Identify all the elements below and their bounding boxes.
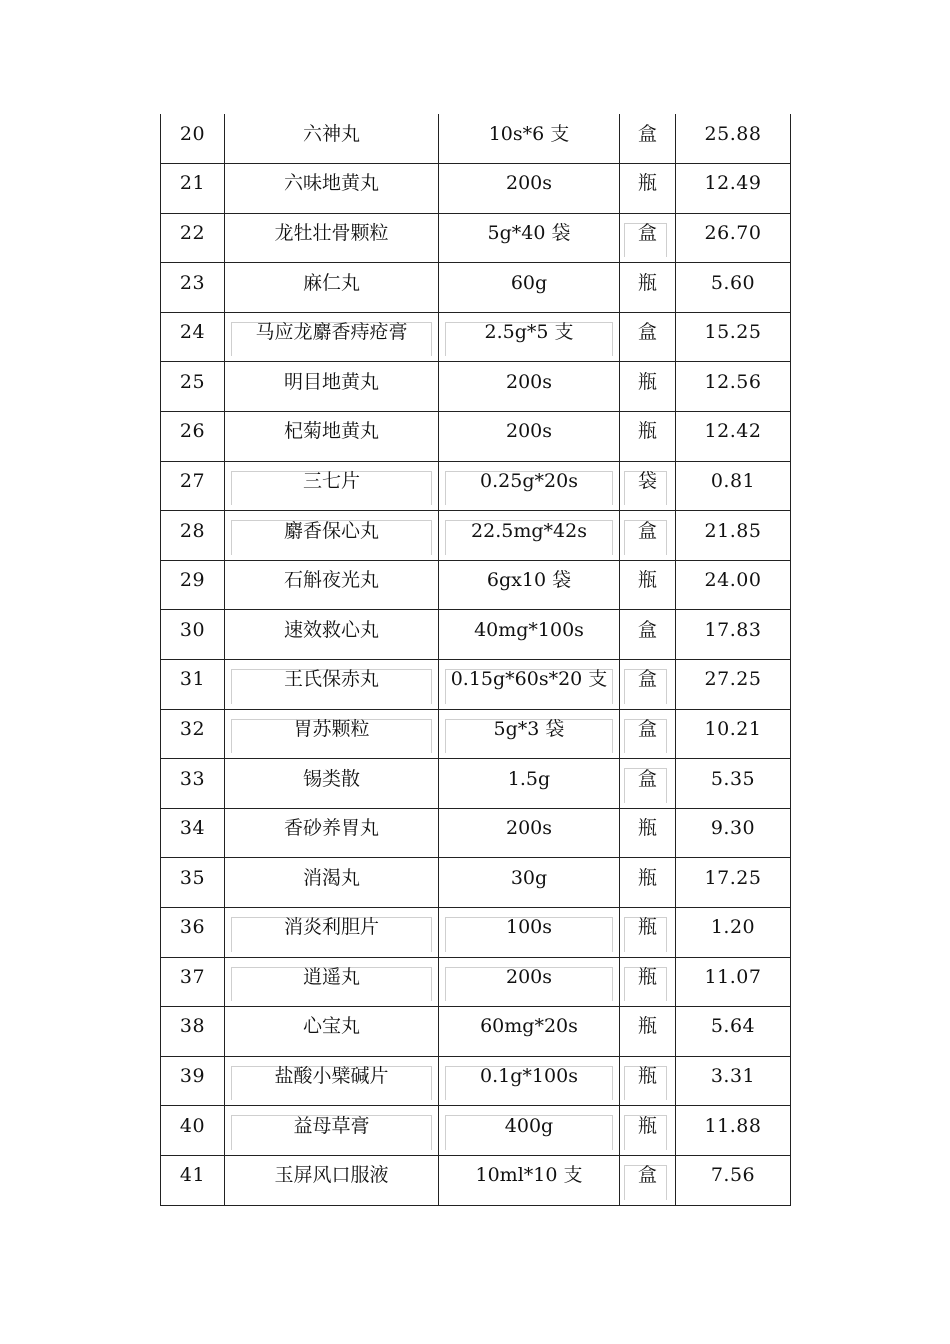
- cell-price-text: 9.30: [710, 817, 756, 840]
- cell-spec: [439, 1155, 620, 1205]
- cell-unit-text: 盒: [637, 618, 657, 641]
- table-row: [161, 362, 791, 412]
- cell-name: [225, 263, 439, 313]
- table-row: [161, 511, 791, 561]
- cell-spec: [439, 164, 620, 214]
- cell-name: [225, 511, 439, 561]
- table-row: [161, 610, 791, 660]
- cell-name: [225, 660, 439, 710]
- cell-name-text: 速效救心丸: [283, 618, 379, 641]
- cell-no: [161, 858, 225, 908]
- cell-spec-text: 10s*6 支: [488, 122, 570, 145]
- cell-spec-text: 200s: [505, 965, 552, 988]
- cell-spec: [439, 957, 620, 1007]
- cell-no-text: 27: [179, 469, 206, 492]
- cell-spec: [439, 412, 620, 462]
- cell-name: [225, 312, 439, 362]
- cell-no-text: 36: [179, 916, 206, 939]
- cell-name: [225, 858, 439, 908]
- cell-no: [161, 263, 225, 313]
- cell-name-text: 明目地黄丸: [283, 370, 379, 393]
- cell-unit-text: 袋: [637, 469, 657, 492]
- cell-spec: [439, 362, 620, 412]
- cell-price-text: 17.83: [704, 618, 762, 641]
- cell-unit: [620, 560, 676, 610]
- table-row: [161, 759, 791, 809]
- cell-unit-text: 瓶: [637, 965, 657, 988]
- cell-unit-text: 瓶: [637, 1015, 657, 1038]
- cell-spec-text: 22.5mg*42s: [471, 519, 587, 542]
- cell-unit: [620, 1155, 676, 1205]
- cell-spec: [439, 858, 620, 908]
- cell-no-text: 39: [179, 1065, 206, 1088]
- cell-unit: [620, 660, 676, 710]
- cell-name: [225, 610, 439, 660]
- cell-no-text: 33: [179, 767, 206, 790]
- cell-price-text: 25.88: [704, 122, 762, 145]
- cell-no: [161, 213, 225, 263]
- cell-unit-text: 盒: [637, 519, 657, 542]
- cell-price-text: 24.00: [704, 569, 762, 592]
- cell-unit-text: 瓶: [637, 172, 657, 195]
- cell-spec: [439, 709, 620, 759]
- cell-name: [225, 957, 439, 1007]
- cell-spec-text: 200s: [505, 420, 552, 443]
- cell-unit: [620, 511, 676, 561]
- cell-price-text: 15.25: [704, 321, 762, 344]
- cell-unit: [620, 362, 676, 412]
- cell-name-text: 益母草膏: [293, 1114, 370, 1137]
- cell-name-text: 胃苏颗粒: [293, 717, 370, 740]
- cell-unit: [620, 461, 676, 511]
- cell-no: [161, 412, 225, 462]
- cell-unit-text: 盒: [637, 321, 657, 344]
- cell-spec-text: 2.5g*5 支: [484, 321, 574, 344]
- cell-name: [225, 362, 439, 412]
- cell-spec: [439, 213, 620, 263]
- cell-name: [225, 1007, 439, 1057]
- cell-price: [676, 1155, 791, 1205]
- cell-spec: [439, 1056, 620, 1106]
- cell-no-text: 28: [179, 519, 206, 542]
- cell-name: [225, 114, 439, 164]
- cell-price: [676, 461, 791, 511]
- cell-no: [161, 312, 225, 362]
- cell-price-text: 11.07: [704, 965, 762, 988]
- cell-name-text: 玉屏风口服液: [274, 1164, 389, 1187]
- cell-unit: [620, 759, 676, 809]
- cell-price: [676, 1007, 791, 1057]
- cell-spec-text: 100s: [505, 916, 552, 939]
- cell-no-text: 34: [179, 817, 206, 840]
- cell-name: [225, 213, 439, 263]
- cell-spec-text: 30g: [510, 866, 548, 889]
- cell-spec: [439, 1007, 620, 1057]
- cell-no-text: 37: [179, 965, 206, 988]
- cell-price-text: 1.20: [710, 916, 756, 939]
- cell-unit: [620, 709, 676, 759]
- cell-name-text: 香砂养胃丸: [283, 817, 379, 840]
- cell-unit-text: 盒: [637, 122, 657, 145]
- cell-price: [676, 858, 791, 908]
- cell-price: [676, 164, 791, 214]
- cell-price: [676, 1106, 791, 1156]
- cell-no-text: 38: [179, 1015, 206, 1038]
- cell-no-text: 31: [179, 668, 206, 691]
- cell-unit: [620, 957, 676, 1007]
- cell-no-text: 22: [179, 221, 206, 244]
- cell-unit-text: 瓶: [637, 420, 657, 443]
- cell-spec-text: 0.25g*20s: [480, 469, 578, 492]
- cell-name-text: 龙牡壮骨颗粒: [274, 221, 389, 244]
- cell-unit-text: 瓶: [637, 1065, 657, 1088]
- cell-price-text: 27.25: [704, 668, 762, 691]
- cell-name-text: 消渴丸: [302, 866, 360, 889]
- cell-price: [676, 511, 791, 561]
- cell-price: [676, 808, 791, 858]
- cell-spec-text: 60g: [510, 271, 548, 294]
- cell-unit: [620, 164, 676, 214]
- cell-no: [161, 759, 225, 809]
- cell-name-text: 麝香保心丸: [283, 519, 379, 542]
- cell-no: [161, 1155, 225, 1205]
- table-row: [161, 560, 791, 610]
- cell-no-text: 20: [179, 122, 206, 145]
- table-row: [161, 1155, 791, 1205]
- cell-spec-text: 10ml*10 支: [475, 1164, 583, 1187]
- cell-unit: [620, 312, 676, 362]
- cell-price: [676, 908, 791, 958]
- cell-spec: [439, 808, 620, 858]
- cell-unit: [620, 858, 676, 908]
- cell-no-text: 32: [179, 717, 206, 740]
- cell-unit-text: 盒: [637, 221, 657, 244]
- table-row: [161, 1056, 791, 1106]
- cell-spec-text: 5g*40 袋: [487, 221, 571, 244]
- cell-spec-text: 0.15g*60s*20 支: [450, 668, 608, 691]
- cell-price-text: 5.35: [710, 767, 756, 790]
- cell-spec-text: 400g: [504, 1114, 554, 1137]
- cell-no-text: 40: [179, 1114, 206, 1137]
- cell-unit-text: 瓶: [637, 569, 657, 592]
- cell-price: [676, 610, 791, 660]
- cell-name: [225, 759, 439, 809]
- cell-unit: [620, 263, 676, 313]
- cell-price-text: 17.25: [704, 866, 762, 889]
- cell-no-text: 21: [179, 172, 206, 195]
- cell-unit: [620, 1056, 676, 1106]
- cell-name-text: 逍遥丸: [302, 965, 360, 988]
- cell-spec: [439, 660, 620, 710]
- cell-price: [676, 1056, 791, 1106]
- cell-spec: [439, 114, 620, 164]
- cell-name-text: 心宝丸: [302, 1015, 360, 1038]
- cell-unit-text: 瓶: [637, 916, 657, 939]
- cell-no-text: 30: [179, 618, 206, 641]
- cell-no: [161, 511, 225, 561]
- cell-no: [161, 660, 225, 710]
- table-row: [161, 263, 791, 313]
- cell-price: [676, 213, 791, 263]
- cell-unit: [620, 808, 676, 858]
- cell-spec-text: 5g*3 袋: [493, 717, 565, 740]
- cell-unit-text: 瓶: [637, 817, 657, 840]
- cell-name: [225, 1155, 439, 1205]
- cell-name-text: 三七片: [302, 469, 360, 492]
- cell-no-text: 29: [179, 569, 206, 592]
- cell-spec-text: 200s: [505, 172, 552, 195]
- cell-price-text: 26.70: [704, 221, 762, 244]
- cell-price: [676, 263, 791, 313]
- cell-price: [676, 660, 791, 710]
- cell-price-text: 21.85: [704, 519, 762, 542]
- cell-unit-text: 盒: [637, 767, 657, 790]
- cell-price: [676, 560, 791, 610]
- cell-name: [225, 412, 439, 462]
- table-row: [161, 957, 791, 1007]
- table-row: [161, 908, 791, 958]
- cell-name-text: 六味地黄丸: [283, 172, 379, 195]
- cell-price-text: 12.42: [704, 420, 762, 443]
- cell-no: [161, 908, 225, 958]
- table-row: [161, 1106, 791, 1156]
- cell-spec: [439, 610, 620, 660]
- cell-price-text: 10.21: [704, 717, 762, 740]
- cell-no: [161, 709, 225, 759]
- cell-no-text: 35: [179, 866, 206, 889]
- cell-name-text: 马应龙麝香痔疮膏: [255, 321, 408, 344]
- table-row: [161, 858, 791, 908]
- cell-price: [676, 759, 791, 809]
- cell-unit: [620, 412, 676, 462]
- cell-no: [161, 1056, 225, 1106]
- table-row: [161, 660, 791, 710]
- cell-spec: [439, 312, 620, 362]
- table-row: [161, 312, 791, 362]
- cell-no: [161, 362, 225, 412]
- cell-unit-text: 瓶: [637, 370, 657, 393]
- cell-price-text: 11.88: [704, 1114, 762, 1137]
- cell-spec-text: 60mg*20s: [480, 1015, 578, 1038]
- cell-spec-text: 0.1g*100s: [480, 1065, 578, 1088]
- drug-price-table: [160, 114, 791, 1206]
- cell-unit: [620, 1106, 676, 1156]
- cell-price: [676, 114, 791, 164]
- cell-price: [676, 362, 791, 412]
- cell-unit: [620, 1007, 676, 1057]
- cell-price: [676, 709, 791, 759]
- cell-unit: [620, 908, 676, 958]
- cell-name-text: 锡类散: [302, 767, 360, 790]
- cell-no: [161, 1007, 225, 1057]
- table-row: [161, 1007, 791, 1057]
- cell-no-text: 26: [179, 420, 206, 443]
- cell-price-text: 12.56: [704, 370, 762, 393]
- cell-price-text: 5.64: [710, 1015, 756, 1038]
- cell-name-text: 消炎利胆片: [283, 916, 379, 939]
- cell-name-text: 麻仁丸: [302, 271, 360, 294]
- cell-price-text: 7.56: [710, 1164, 756, 1187]
- drug-table-body: [161, 114, 791, 1205]
- cell-unit-text: 瓶: [637, 271, 657, 294]
- cell-price: [676, 312, 791, 362]
- cell-name: [225, 164, 439, 214]
- cell-spec-text: 200s: [505, 370, 552, 393]
- cell-name: [225, 560, 439, 610]
- cell-name: [225, 1056, 439, 1106]
- cell-no: [161, 114, 225, 164]
- cell-price-text: 12.49: [704, 172, 762, 195]
- cell-name: [225, 461, 439, 511]
- cell-spec-text: 40mg*100s: [474, 618, 584, 641]
- cell-unit-text: 盒: [637, 668, 657, 691]
- cell-no-text: 23: [179, 271, 206, 294]
- cell-no: [161, 808, 225, 858]
- cell-spec: [439, 560, 620, 610]
- cell-spec: [439, 759, 620, 809]
- table-row: [161, 461, 791, 511]
- cell-price-text: 0.81: [710, 469, 756, 492]
- cell-unit-text: 瓶: [637, 866, 657, 889]
- cell-no: [161, 1106, 225, 1156]
- cell-no-text: 41: [179, 1164, 206, 1187]
- cell-spec: [439, 1106, 620, 1156]
- cell-no: [161, 560, 225, 610]
- cell-no: [161, 610, 225, 660]
- cell-name-text: 石斛夜光丸: [283, 569, 379, 592]
- cell-spec: [439, 461, 620, 511]
- table-row: [161, 808, 791, 858]
- cell-unit-text: 瓶: [637, 1114, 657, 1137]
- cell-name: [225, 908, 439, 958]
- cell-no-text: 24: [179, 321, 206, 344]
- cell-price: [676, 412, 791, 462]
- cell-name: [225, 808, 439, 858]
- table-row: [161, 213, 791, 263]
- table-row: [161, 164, 791, 214]
- cell-spec-text: 1.5g: [507, 767, 551, 790]
- cell-unit: [620, 114, 676, 164]
- cell-no: [161, 461, 225, 511]
- table-row: [161, 412, 791, 462]
- cell-spec: [439, 511, 620, 561]
- cell-spec-text: 200s: [505, 817, 552, 840]
- table-row: [161, 114, 791, 164]
- cell-name-text: 盐酸小檗碱片: [274, 1065, 389, 1088]
- cell-unit-text: 盒: [637, 717, 657, 740]
- cell-no-text: 25: [179, 370, 206, 393]
- cell-name: [225, 1106, 439, 1156]
- cell-name-text: 六神丸: [302, 122, 360, 145]
- cell-no: [161, 957, 225, 1007]
- cell-price-text: 3.31: [710, 1065, 756, 1088]
- cell-spec: [439, 263, 620, 313]
- cell-price-text: 5.60: [710, 271, 756, 294]
- table-row: [161, 709, 791, 759]
- cell-spec: [439, 908, 620, 958]
- cell-unit: [620, 213, 676, 263]
- cell-spec-text: 6gx10 袋: [486, 569, 572, 592]
- cell-name-text: 王氏保赤丸: [283, 668, 379, 691]
- cell-unit: [620, 610, 676, 660]
- cell-price: [676, 957, 791, 1007]
- cell-name-text: 杞菊地黄丸: [283, 420, 379, 443]
- cell-no: [161, 164, 225, 214]
- cell-name: [225, 709, 439, 759]
- cell-unit-text: 盒: [637, 1164, 657, 1187]
